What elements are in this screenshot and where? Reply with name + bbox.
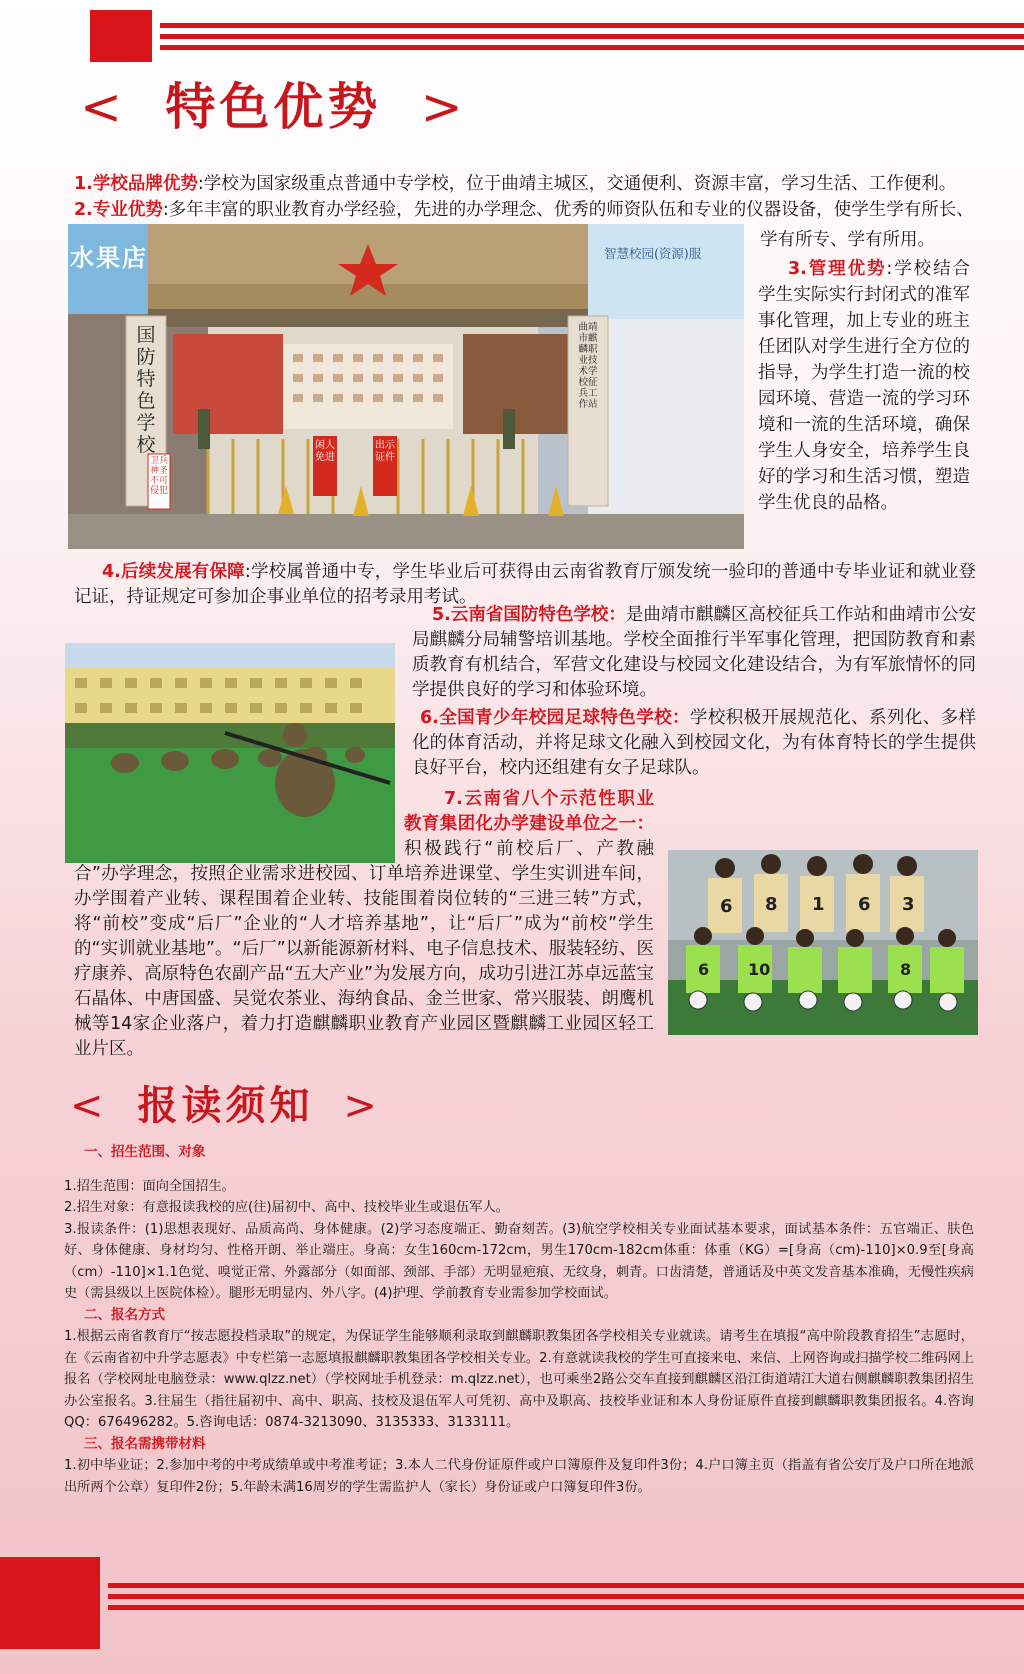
photo-float-spacer <box>74 628 412 728</box>
notice-heading <box>70 1080 381 1132</box>
feature-6-text: 学校积极开展规范化、系列化、多样化的体育活动，并将足球文化融入到校园文化，为有体育特长的学生提供良好平台，校内还组建有女子足球队。 <box>412 708 977 778</box>
notice-p4: 1.根据云南省教育厅“按志愿投档录取”的规定，为保证学生能够顺利录取到麒麟职教集团各学校相关专业就读。请考生在填报“高中阶段教育招生”志愿时，在《云南省初中升学志愿表》中专栏第一志愿填报麒麟职教集团各学校相关专业。2.有意就读我校的学生可直接来电、来信、上网咨询或扫描学校二维码网上报名（学校网址电脑登录：www.qlzz.net）（学校网址手机登录：m.qlzz.net），也可乘坐2路公交车直接到麒麟区沿江街道靖江大道右侧麒麟职教集团招生办公室报名。3.往届生（指往届初中、高中、职高、技校及退伍军人可凭初、高中及职高、技校毕业证和本人身份证原件直接到麒麟职教集团报名。4.咨询QQ：676496282。5.咨询电话：0874-3213090、3135333、3133111。 <box>64 1329 974 1430</box>
notice-p3: 3.报读条件：(1)思想表现好、品质高尚、身体健康。(2)学习态度端正、勤奋刻苦。(3)航空学校相关专业面试基本要求，面试基本条件：五官端正、肤色好、身体健康、身材均匀、性格开朗、举止端庄。身高：女生160cm-172cm，男生170cm-182cm体重：体重（KG）=[身高（cm)-110]×0.9至[身高（cm）-110]×1.1色觉、嗅觉正常、外露部分（如面部、颈部、手部）无明显疤痕、无纹身，刺青。口齿清楚，普通话及中英文发音基本准确，无慢性疾病史（需县级以上医院体检）。腿形无明显内、外八字。(4)护理、学前教育专业需参加学校面试。 <box>64 1221 974 1301</box>
jersey-number-2: 8 <box>765 894 778 915</box>
gate-barrier-sign-2: 闲人免进 <box>315 440 335 463</box>
feature-6-label: 6.全国青少年校园足球特色学校： <box>420 708 690 728</box>
feature-item-3: 3.管理优势:学校结合学生实际实行封闭式的准军事化管理，加上专业的班主任团队对学生进行全方位的指导，为学生打造一流的校园环境、营造一流的学习环境和一流的生活环境，确保学生人身安全，培养学生良好的学习和生活习惯，塑造学生优良的品格。 <box>758 259 971 513</box>
top-left-red-block <box>90 10 152 62</box>
feature-7-text: 积极践行“前校后厂、产教融合”办学理念，按照企业需求进校园、订单培养进课堂、学生实训进车间，办学围着产业转、课程围着企业转、技能围着岗位转的“三进三转”方式，将“前校”变成“后厂”企业的“人才培养基地”，让“后厂”成为“前校”学生的“实训就业基地”。“后厂”以新能源新材料、电子信息技术、服装轻纺、医疗康养、高原特色农副产品“五大产业”为发展方向，成功引进江苏卓远蓝宝石晶体、中唐国盛、吴觉农茶业、海纳食品、金兰世家、常兴服装、朗鹰机械等14家企业落户，着力打造麒麟职业教育产业园区暨麒麟工业园区轻工业片区。 <box>74 839 654 1059</box>
notice-section-1 <box>64 1142 974 1498</box>
notice-p5: 1.初中毕业证；2.参加中考的中考成绩单或中考准考证；3.本人二代身份证原件或户口簿原件及复印件3份；4.户口簿主页（指盖有省公安厅及户口所在地派出所两个公章）复印件2份；5.年龄未满16周岁的学生需监护人（家长）身份证或户口簿复印件3份。 <box>64 1458 974 1495</box>
gate-barrier-sign-1: 卫兵神圣 不可侵犯 <box>149 456 168 496</box>
notice-heading-left-chevron: < <box>70 1083 108 1129</box>
notice-sub-heading-3: 三、报名需携带材料 <box>84 1435 206 1452</box>
gate-shop-sign: 水果店 <box>70 244 148 272</box>
feature-item-4: 4.后续发展有保障:学校属普通中专，学生毕业后可获得由云南省教育厅颁发统一验印的普通中专毕业证和就业登记证，持证规定可参加企事业单位的招考录用考试。 <box>74 562 976 607</box>
feature-4-label: 4.后续发展有保障 <box>102 562 245 582</box>
jersey-number-4: 6 <box>858 894 871 915</box>
bottom-stripe-3 <box>108 1605 1024 1610</box>
feature-2-label: 2.专业优势 <box>74 200 163 220</box>
gate-right-plaque: 曲靖市麒麟职业技术学校征兵工作站 <box>578 322 598 410</box>
jersey-number-7: 10 <box>748 960 771 979</box>
notice-heading-text: 报读须知 <box>137 1082 314 1129</box>
feature-3-label: 3.管理优势 <box>788 259 887 279</box>
feature-5-text: 是曲靖市麒麟区高校征兵工作站和曲靖市公安局麒麟分局辅警培训基地。学校全面推行半军事化管理，把国防教育和素质教育有机结合，军营文化建设与校园文化建设结合，为有军旅情怀的同学提供良好的学习和体验环境。 <box>412 605 976 700</box>
feature-item-7 <box>74 787 976 1062</box>
feature-2-text: 多年丰富的职业教育办学经验，先进的办学理念、优秀的师资队伍和专业的仪器设备，使学生学有所长、 <box>168 200 974 220</box>
notice-sub-heading-1: 一、招生范围、对象 <box>84 1144 206 1160</box>
jersey-number-6: 6 <box>698 960 710 979</box>
bottom-stripe-1 <box>108 1583 1024 1588</box>
bottom-stripe-2 <box>108 1594 1024 1599</box>
top-stripe-3 <box>160 45 1024 50</box>
feature-4-text: 学校属普通中专，学生毕业后可获得由云南省教育厅颁发统一验印的普通中专毕业证和就业登记证，持证规定可参加企事业单位的招考录用考试。 <box>74 562 976 607</box>
features-heading-text: 特色优势 <box>165 77 382 136</box>
heading-left-chevron: < <box>80 78 126 136</box>
gate-building-sign: 智慧校园(资源)服 <box>604 246 702 261</box>
top-stripe-2 <box>160 34 1024 39</box>
photo-float-spacer-2 <box>74 787 404 849</box>
feature-1-text: 学校为国家级重点普通中专学校，位于曲靖主城区，交通便利、资源丰富，学习生活、工作便利。 <box>203 174 957 194</box>
feature-item-1: 1.学校品牌优势:学校为国家级重点普通中专学校，位于曲靖主城区，交通便利、资源丰富，学习生活、工作便利。 <box>74 174 957 194</box>
photo-float-spacer-3 <box>654 843 976 1031</box>
gate-left-plaque: 国防特色学校 <box>136 324 156 456</box>
features-heading <box>80 72 467 142</box>
feature-item-6 <box>412 706 976 781</box>
jersey-number-8: 8 <box>900 960 912 979</box>
feature-1-label: 1.学校品牌优势 <box>74 174 198 194</box>
top-stripe-1 <box>160 23 1024 28</box>
notice-p1: 1.招生范围：面向全国招生。 <box>64 1178 235 1194</box>
feature-3-text: 学校结合学生实际实行封闭式的准军事化管理，加上专业的班主任团队对学生进行全方位的指导，为学生打造一流的校园环境、营造一流的学习环境和一流的生活环境，确保学生人身安全，培养学生良好的学习和生活习惯，塑造学生优良的品格。 <box>758 259 971 513</box>
feature-item-2-continued: 学有所专、学有所用。 <box>760 230 935 250</box>
school-gate-photo <box>68 224 744 549</box>
feature-item-5 <box>74 603 976 703</box>
feature-5-label: 5.云南省国防特色学校： <box>432 605 626 625</box>
notice-sub-heading-2: 二、报名方式 <box>84 1306 165 1323</box>
gate-barrier-sign-3: 出示证件 <box>375 440 395 463</box>
heading-right-chevron: > <box>420 78 467 136</box>
jersey-number-1: 6 <box>720 896 733 917</box>
notice-p2: 2.招生对象：有意报读我校的应(往)届初中、高中、技校毕业生或退伍军人。 <box>64 1200 509 1215</box>
bottom-left-red-block <box>0 1557 100 1649</box>
feature-7-label: 7.云南省八个示范性职业教育集团化办学建设单位之一： <box>404 789 654 834</box>
feature-item-2: 2.专业优势:多年丰富的职业教育办学经验，先进的办学理念、优秀的师资队伍和专业的仪器设备，使学生学有所长、 <box>74 200 974 220</box>
jersey-number-3: 1 <box>812 894 825 915</box>
notice-heading-right-chevron: > <box>343 1083 381 1129</box>
jersey-number-5: 3 <box>902 894 915 915</box>
